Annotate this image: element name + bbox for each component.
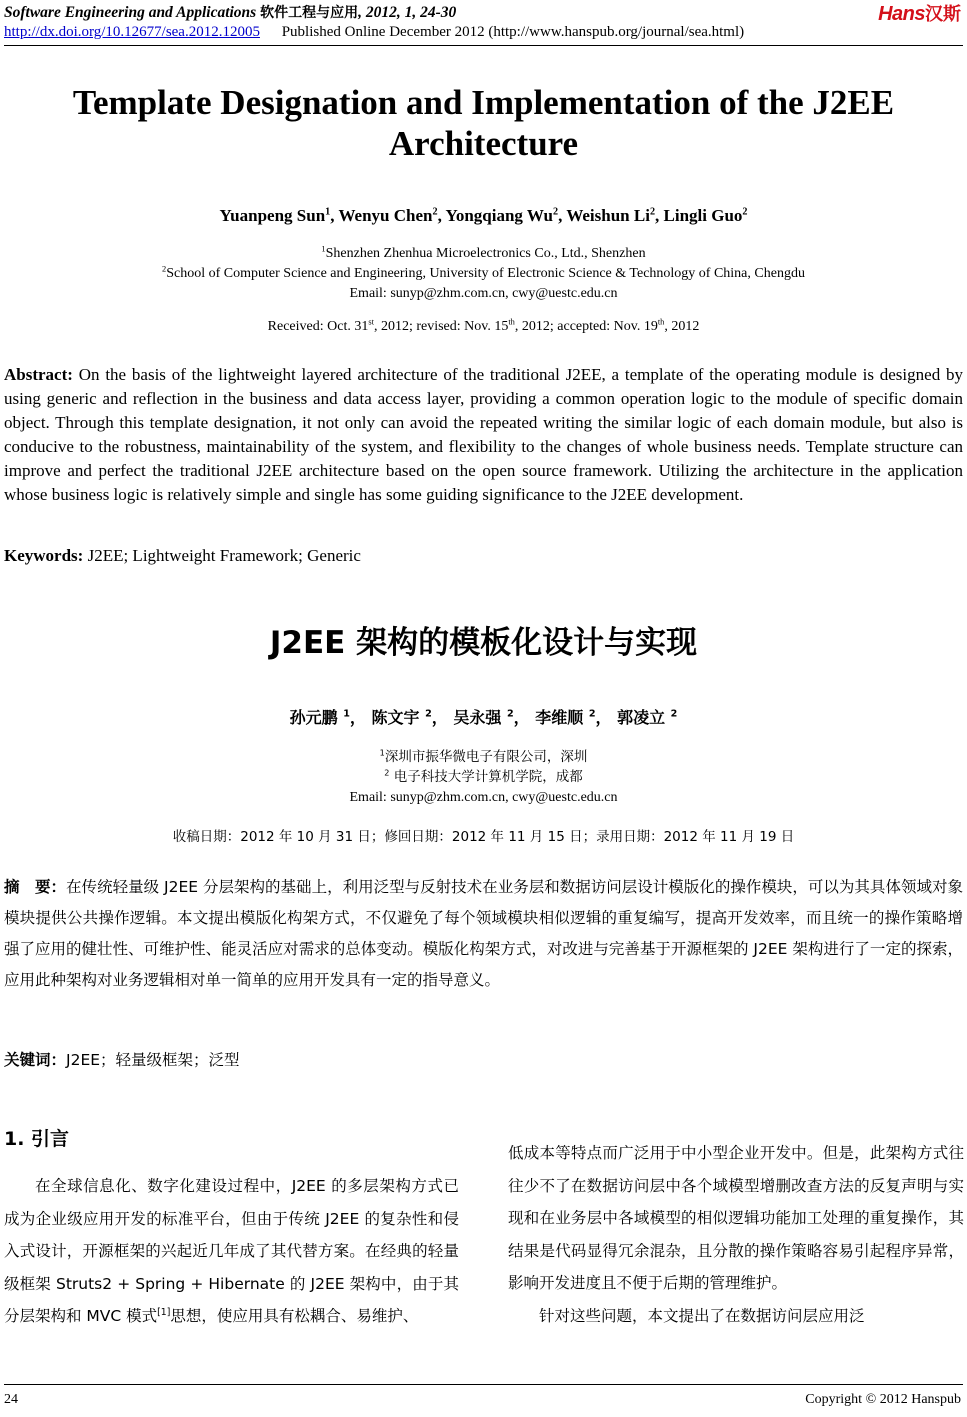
ordinal-suffix: th (657, 317, 665, 327)
logo-text-cn: 汉斯 (925, 4, 961, 25)
author-name-cn: 郭凌立 (617, 708, 666, 727)
author-name-cn: 孙元鹏 (289, 708, 338, 727)
received-year: , 2012 (664, 319, 700, 334)
abstract-label-cn: 摘 要： (4, 878, 67, 896)
citation-ref[interactable]: [1] (157, 1306, 171, 1318)
author-name: Wenyu Chen (338, 206, 433, 225)
author-email-cn: Email: sunyp@zhm.com.cn, cwy@uestc.edu.cn (349, 790, 618, 805)
author-aff: 2 (742, 206, 748, 218)
affiliation-1 (0, 244, 967, 264)
journal-citation: , 2012, 1, 24-30 (358, 4, 457, 21)
affiliation-cn-1 (0, 747, 967, 767)
author-name: Lingli Guo (663, 206, 743, 225)
publisher-logo (878, 0, 961, 25)
author-aff: 2 (553, 206, 559, 218)
author-aff: 2 (588, 708, 596, 720)
revised-label: , 2012; revised: Nov. 15 (373, 319, 509, 334)
journal-header (4, 2, 456, 22)
journal-name-cn: 软件工程与应用 (260, 5, 359, 21)
author-name: Yuanpeng Sun (219, 206, 326, 225)
affiliation-num: 2 (162, 264, 167, 274)
keywords-cn (4, 1048, 240, 1070)
doi-line (4, 24, 744, 41)
affiliation-num: 1 (321, 244, 326, 254)
body-column-right (508, 1137, 964, 1332)
author-name-cn: 李维顺 (535, 708, 584, 727)
abstract-label: Abstract: (4, 365, 73, 384)
author-aff: 2 (432, 206, 438, 218)
affiliation-2 (0, 264, 967, 284)
paper-title-cn: J2EE 架构的模板化设计与实现 (269, 625, 698, 661)
received-dates-cn: 收稿日期：2012 年 10 月 31 日；修回日期：2012 年 11 月 15 日；录用日期：2012 年 11 月 19 日 (172, 829, 795, 845)
affiliation-num: 2 (384, 767, 390, 778)
keywords-label-cn: 关键词： (4, 1051, 67, 1069)
ordinal-suffix: th (508, 317, 515, 327)
abstract-cn (4, 872, 963, 996)
author-aff: 2 (425, 708, 432, 720)
author-aff: 1 (325, 206, 331, 218)
published-online: Published Online December 2012 (http://www.hanspub.org/journal/sea.html) (281, 24, 745, 40)
body-paragraph: 针对这些问题，本文提出了在数据访问层应用泛 (539, 1306, 865, 1325)
header-divider (4, 45, 963, 46)
affiliation-text: Shenzhen Zhenhua Microelectronics Co., Ltd., Shenzhen (325, 246, 646, 261)
body-column-left (4, 1170, 459, 1333)
received-label: Received: Oct. 31 (267, 319, 369, 334)
author-list-en: Yuanpeng Sun$^1$, Wenyu Chen$^2$, Yongqiang Wu$^2$, Weishun Li$^2$, Lingli Guo$^2$ (219, 206, 748, 225)
paragraph-text: 在全球信息化、数字化建设过程中，J2EE 的多层架构方式已成为企业级应用开发的标准平台，但由于传统 J2EE 的复杂性和侵入式设计，开源框架的兴起近几年成了其代替方案。在经典的轻量级框架 Struts2 + Spring + Hibernate 的 J2EE 架构中，由于其分层架构和 MVC 模式 (4, 1177, 459, 1325)
author-name: Yongqiang Wu (445, 206, 554, 225)
affiliation-num: 1 (379, 747, 385, 758)
keywords-en (4, 546, 361, 566)
paper-title-en: Template Designation and Implementation of the J2EE Architecture (72, 83, 895, 163)
journal-name: Software Engineering and Applications (4, 4, 257, 21)
author-aff: 2 (506, 708, 514, 720)
author-aff: 1 (343, 708, 350, 720)
page-number: 24 (4, 1392, 18, 1407)
abstract-text-cn: 在传统轻量级 J2EE 分层架构的基础上，利用泛型与反射技术在业务层和数据访问层设计模版化的操作模块，可以为其具体领域对象模块提供公共操作逻辑。本文提出模版化构架方式，不仅避免了每个领域模块相似逻辑的重复编写，提高开发效率，而且统一的操作策略增强了应用的健壮性、可维护性、能灵活应对需求的总体变动。模版化构架方式，对改进与完善基于开源框架的 J2EE 架构进行了一定的探索，应用此种架构对业务逻辑相对单一简单的应用开发具有一定的指导意义。 (4, 878, 963, 989)
copyright-notice: Copyright © 2012 Hanspub (805, 1392, 961, 1407)
affiliation-text-cn: 电子科技大学计算机学院，成都 (393, 769, 583, 785)
body-paragraph: 低成本等特点而广泛用于中小型企业开发中。但是，此架构方式往往少不了在数据访问层中各个域模型增删改查方法的反复声明与实现和在业务层中各域模型的相似逻辑功能加工处理的重复操作，其结果是代码显得冗余混杂，且分散的操作策略容易引起程序异常，影响开发进度且不便于后期的管理维护。 (508, 1144, 964, 1292)
ordinal-suffix: st (368, 317, 374, 327)
author-name-cn: 吴永强 (453, 708, 502, 727)
paragraph-text: 思想，使应用具有松耦合、易维护、 (170, 1307, 419, 1325)
author-list-cn: 孙元鹏 $^1$， 陈文宇 $^2$， 吴永强 $^2$， 李维顺 $^2$， 郭凌立 $^2$ (289, 708, 678, 727)
keywords-label: Keywords: (4, 546, 84, 565)
accepted-label: , 2012; accepted: Nov. 19 (514, 319, 658, 334)
affiliation-cn-2 (0, 767, 967, 787)
author-name: Weishun Li (566, 206, 650, 225)
abstract-text: On the basis of the lightweight layered architecture of the traditional J2EE, a template of the operating module is designed by using generic and reflection in the business and data access layer, providing a common operation logic to the module of specific domain object. Through this template designation, it not only can avoid the repeated writing the similar logic of each domain module, but also is conducive to the robustness, maintainability of the system, and flexibility to the changes of whole business needs. Template structure can improve and perfect the traditional J2EE architecture based on the open source framework. Utilizing the architecture in the application whose business logic is relatively simple and single has some guiding significance to the J2EE development. (4, 365, 964, 504)
footer-divider (4, 1384, 963, 1385)
section-heading: 1. 引言 (4, 1128, 70, 1150)
abstract-en (4, 363, 963, 507)
author-aff: 2 (670, 708, 678, 720)
affiliation-text: School of Computer Science and Engineering, University of Electronic Science & Technology of China, Chengdu (166, 266, 805, 281)
affiliation-text-cn: 深圳市振华微电子有限公司，深圳 (384, 749, 588, 765)
doi-link[interactable]: http://dx.doi.org/10.12677/sea.2012.12005 (4, 24, 260, 40)
body-paragraph (4, 1170, 459, 1333)
author-name-cn: 陈文宇 (371, 708, 420, 727)
keywords-text-cn: J2EE；轻量级框架；泛型 (66, 1051, 240, 1069)
author-aff: 2 (649, 206, 656, 218)
author-email-en: Email: sunyp@zhm.com.cn, cwy@uestc.edu.cn (349, 286, 618, 301)
logo-text: Hans (878, 3, 925, 25)
received-dates (0, 319, 967, 335)
keywords-text: J2EE; Lightweight Framework; Generic (87, 546, 361, 565)
